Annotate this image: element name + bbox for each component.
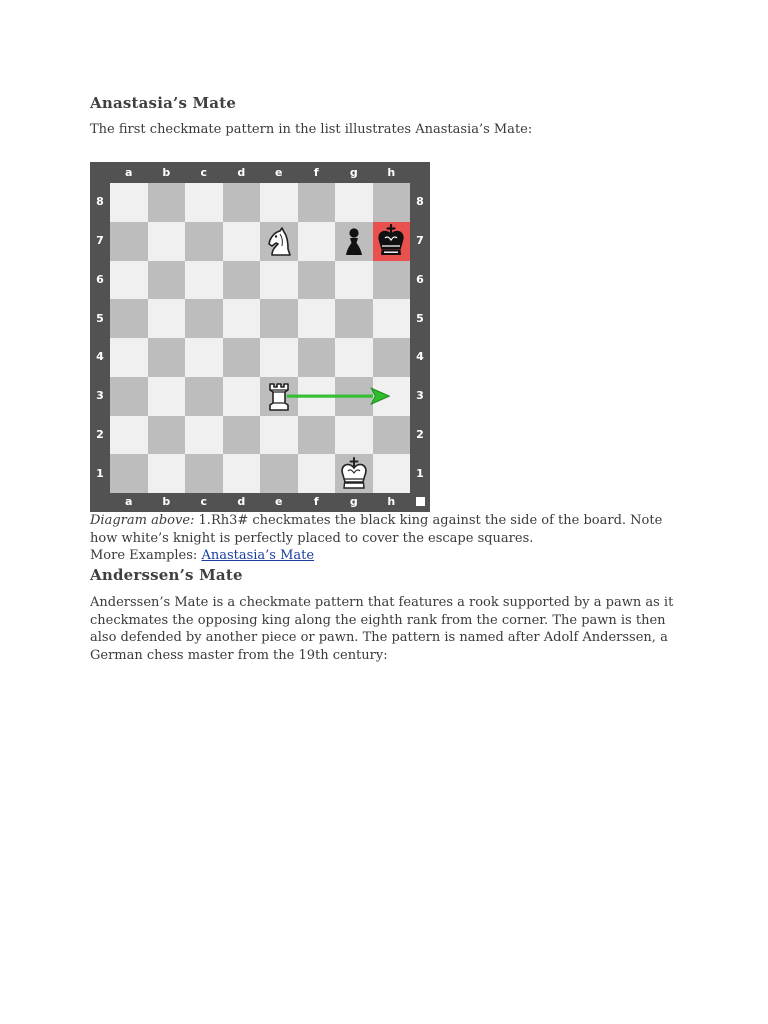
diagram-caption: [90, 512, 680, 547]
more-examples-label: More Examples:: [90, 548, 202, 563]
move-arrow: [110, 183, 410, 493]
chess-diagram: [90, 162, 430, 512]
rank-label-5-left: 5: [96, 311, 104, 325]
rank-label-7-right: 7: [416, 234, 424, 248]
rank-label-1-left: 1: [96, 466, 104, 480]
rank-label-1-right: 1: [416, 466, 424, 480]
file-label-h-top: h: [387, 166, 396, 179]
file-label-a-bottom: a: [125, 495, 133, 508]
caption-lead: Diagram above:: [90, 513, 195, 528]
intro-paragraph: The first checkmate pattern in the list illustrates Anastasia’s Mate:: [90, 122, 533, 137]
file-label-b-top: b: [162, 166, 171, 179]
file-label-c-top: c: [200, 166, 208, 179]
more-examples: [90, 547, 680, 565]
section-title-anderssen: Anderssen’s Mate: [90, 566, 243, 584]
rank-label-5-right: 5: [416, 311, 424, 325]
file-label-d-bottom: d: [237, 495, 246, 508]
rank-label-6-right: 6: [416, 272, 424, 286]
rank-label-2-right: 2: [416, 427, 424, 441]
file-label-f-bottom: f: [313, 495, 319, 508]
rank-label-2-left: 2: [96, 427, 104, 441]
anastasias-mate-link[interactable]: Anastasia’s Mate: [201, 548, 315, 563]
file-label-d-top: d: [237, 166, 246, 179]
file-label-e-bottom: e: [275, 495, 283, 508]
file-label-a-top: a: [125, 166, 133, 179]
rank-label-6-left: 6: [96, 272, 104, 286]
file-label-h-bottom: h: [387, 495, 396, 508]
rank-label-8-right: 8: [416, 195, 424, 209]
file-label-c-bottom: c: [200, 495, 208, 508]
caption-text: 1.Rh3# checkmates the black king against the side of the board. Note how white’s knight is perfectly placed to cover the escape squares.: [90, 513, 663, 546]
file-label-f-top: f: [313, 166, 319, 179]
rank-label-8-left: 8: [96, 195, 104, 209]
section-title-anastasia: Anastasia’s Mate: [90, 94, 237, 112]
rank-label-4-right: 4: [416, 350, 424, 364]
rank-label-4-left: 4: [96, 350, 104, 364]
file-label-g-top: g: [349, 166, 358, 179]
rank-label-7-left: 7: [96, 234, 104, 248]
file-label-g-bottom: g: [349, 495, 358, 508]
rank-label-3-left: 3: [96, 389, 104, 403]
chess-board: [110, 183, 410, 493]
file-label-b-bottom: b: [162, 495, 171, 508]
side-to-move-indicator: [416, 497, 425, 506]
anderssen-paragraph: Anderssen’s Mate is a checkmate pattern that features a rook supported by a pawn as it checkmates the opposing king along the eighth rank from the corner. The pawn is then also defended by another piece or pawn. The pattern is named after Adolf Anderssen, a German chess master from the 19th century:: [90, 595, 674, 663]
file-label-e-top: e: [275, 166, 283, 179]
rank-label-3-right: 3: [416, 389, 424, 403]
